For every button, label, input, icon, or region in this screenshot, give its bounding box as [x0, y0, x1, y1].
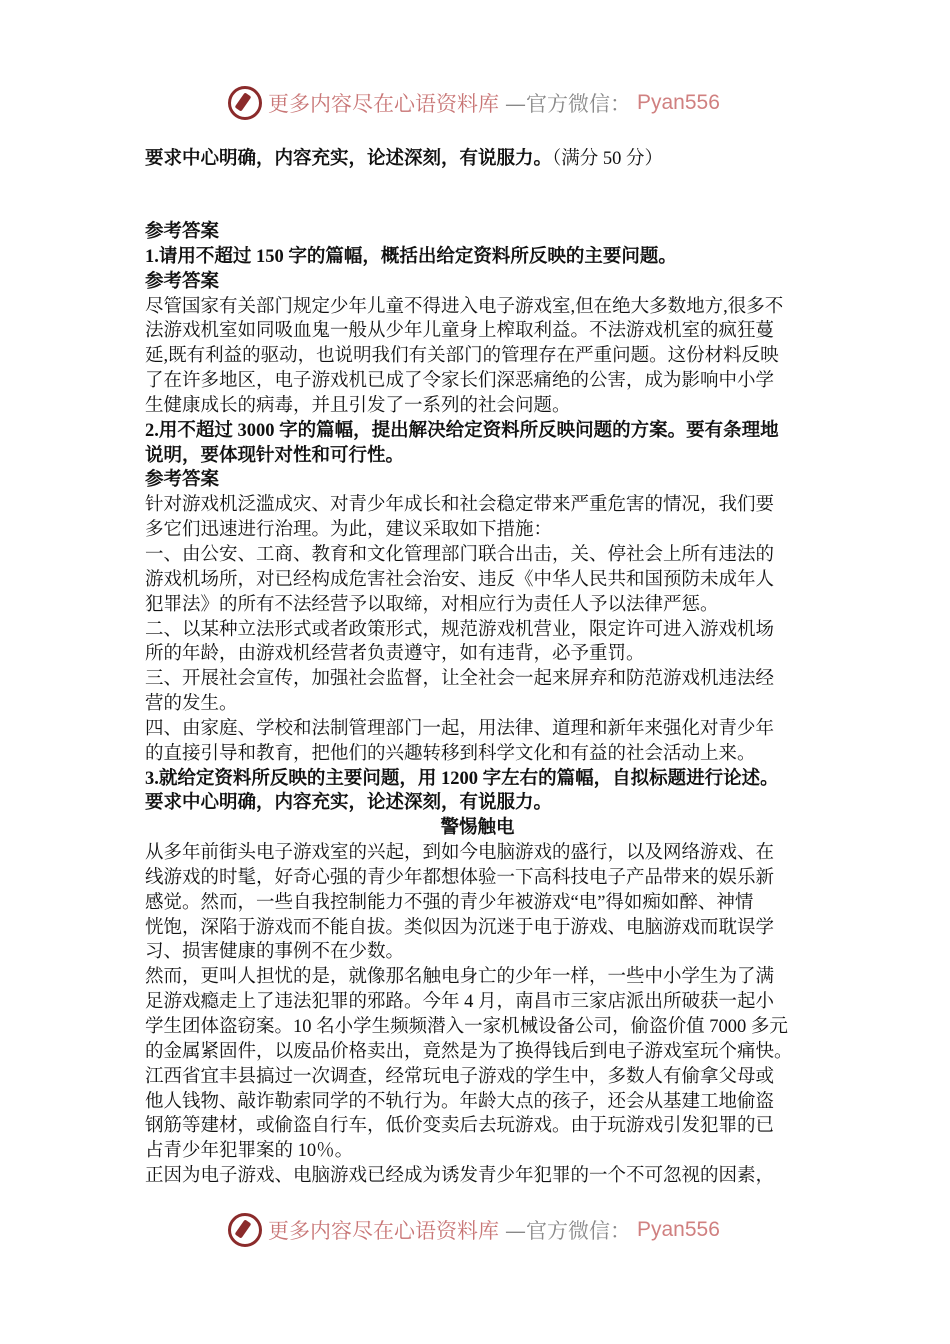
text-line: 三、开展社会宣传，加强社会监督，让全社会一起来屏弃和防范游戏机违法经: [145, 669, 775, 690]
text-line: 尽管国家有关部门规定少年儿童不得进入电子游戏室,但在绝大多数地方,很多不: [145, 296, 784, 317]
text-line: 恍饱，深陷于游戏而不能自拔。类似因为沉迷于电于游戏、电脑游戏而耽误学: [145, 917, 775, 938]
text-line: 他人钱物、敲诈勒索同学的不轨行为。年龄大点的孩子，还会从基建工地偷盗: [145, 1091, 775, 1112]
pen-logo-icon: [228, 86, 262, 120]
heading-line: 要求中心明确，内容充实，论述深刻，有说服力。: [145, 793, 553, 814]
score-note: （满分 50 分）: [552, 149, 664, 169]
heading-line: 2.用不超过 3000 字的篇幅，提出解决给定资料所反映问题的方案。要有条理地: [145, 420, 779, 441]
text-line: 的金属紧固件，以废品价格卖出，竟然是为了换得钱后到电子游戏室玩个痛快。: [145, 1041, 793, 1062]
heading-line: 3.就给定资料所反映的主要问题，用 1200 字左右的篇幅，自拟标题进行论述。: [145, 768, 779, 789]
text-line: 二、以某种立法形式或者政策形式，规范游戏机营业，限定许可进入游戏机场: [145, 619, 775, 640]
heading-line: 参考答案: [145, 271, 220, 292]
text-line: 线游戏的时髦，好奇心强的青少年都想体验一下高科技电子产品带来的娱乐新: [145, 867, 775, 888]
watermark-text: 更多内容尽在心语资料库: [268, 92, 499, 116]
text-line: 游戏机场所，对已经构成危害社会治安、违反《中华人民共和国预防未成年人: [145, 569, 775, 590]
text-line: 从多年前街头电子游戏室的兴起，到如今电脑游戏的盛行，以及网络游戏、在: [145, 843, 775, 864]
watermark-text: 更多内容尽在心语资料库: [268, 1219, 499, 1243]
text-line: 四、由家庭、学校和法制管理部门一起，用法律、道理和新年来强化对青少年: [145, 718, 775, 739]
text-line: 江西省宜丰县搞过一次调查，经常玩电子游戏的学生中，多数人有偷拿父母或: [145, 1066, 775, 1087]
watermark-wechat-id: Pyan556: [637, 91, 720, 114]
text-line: 犯罪法》的所有不法经营予以取缔，对相应行为责任人予以法律严惩。: [145, 594, 719, 615]
watermark-wechat-label: —官方微信：: [505, 1219, 631, 1243]
header-watermark: [228, 83, 720, 123]
text-line: 一、由公安、工商、教育和文化管理部门联合出击，关、停社会上所有违法的: [145, 544, 775, 565]
text-line: 足游戏瘾走上了违法犯罪的邪路。今年 4 月，南昌市三家店派出所破获一起小: [145, 992, 775, 1013]
text-line: 多它们迅速进行治理。为此，建议采取如下措施：: [145, 520, 553, 541]
text-line: 针对游戏机泛滥成灾、对青少年成长和社会稳定带来严重危害的情况，我们要: [145, 495, 775, 516]
text-line: 营的发生。: [145, 694, 238, 715]
document-body: [145, 220, 810, 1189]
text-line: 感觉。然而，一些自我控制能力不强的青少年被游戏“电”得如痴如醉、神情: [145, 892, 754, 913]
pen-logo-icon: [228, 1213, 262, 1247]
text-line: 学生团体盗窃案。10 名小学生频频潜入一家机械设备公司，偷盗价值 7000 多元: [145, 1017, 788, 1037]
heading-line: 参考答案: [145, 222, 220, 242]
text-line: 生健康成长的病毒，并且引发了一系列的社会问题。: [145, 395, 571, 416]
essay-title: 警惕触电: [440, 818, 515, 839]
text-line: 正因为电子游戏、电脑游戏已经成为诱发青少年犯罪的一个不可忽视的因素，: [145, 1166, 775, 1187]
heading-line: 参考答案: [145, 470, 220, 491]
text-line: 习、损害健康的事例不在少数。: [145, 942, 405, 963]
heading-line: 1.请用不超过 150 字的篇幅，概括出给定资料所反映的主要问题。: [145, 246, 677, 267]
text-line: 了在许多地区，电子游戏机已成了令家长们深恶痛绝的公害，成为影响中小学: [145, 371, 775, 392]
watermark-wechat-label: —官方微信：: [505, 92, 631, 116]
text-line: 法游戏机室如同吸血鬼一般从少年儿童身上榨取利益。不法游戏机室的疯狂蔓: [145, 321, 775, 342]
requirement-line: [145, 144, 663, 170]
text-line: 占青少年犯罪案的 10％。: [145, 1141, 354, 1162]
text-line: 钢筋等建材，或偷盗自行车，低价变卖后去玩游戏。由于玩游戏引发犯罪的已: [145, 1116, 775, 1137]
requirement-text: 要求中心明确，内容充实，论述深刻，有说服力。: [145, 149, 553, 169]
watermark-wechat-id: Pyan556: [637, 1218, 720, 1241]
text-line: 然而，更叫人担忧的是，就像那名触电身亡的少年一样，一些中小学生为了满: [145, 967, 775, 988]
text-line: 延,既有利益的驱动，也说明我们有关部门的管理存在严重问题。这份材料反映: [145, 346, 779, 367]
heading-line: 说明，要体现针对性和可行性。: [145, 445, 405, 466]
text-line: 的直接引导和教育，把他们的兴趣转移到科学文化和有益的社会活动上来。: [145, 743, 756, 764]
footer-watermark: [228, 1210, 720, 1250]
text-line: 所的年龄，由游戏机经营者负责遵守，如有违背，必予重罚。: [145, 644, 645, 665]
